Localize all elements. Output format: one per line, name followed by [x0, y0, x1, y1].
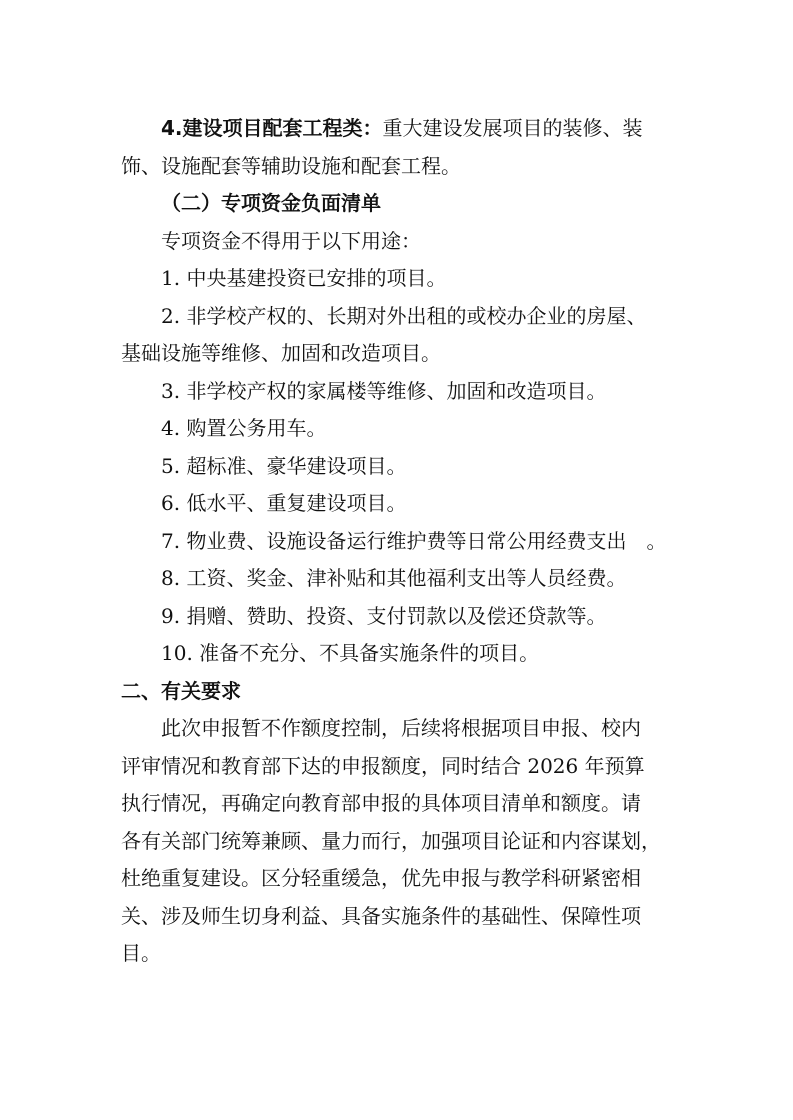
negative-list-item-5: 5. 超标准、豪华建设项目。 [161, 453, 407, 478]
negative-list-item-6: 6. 低水平、重复建设项目。 [161, 491, 407, 515]
negative-list-item-8: 8. 工资、奖金、津补贴和其他福利支出等人员经费。 [161, 566, 627, 590]
requirements-line-3: 执行情况，再确定向教育部申报的具体项目清单和额度。请 [121, 791, 641, 815]
item4-lead: 4.建设项目配套工程类： [161, 116, 383, 140]
negative-list-item-1: 1. 中央基建投资已安排的项目。 [161, 266, 447, 290]
requirements-line-5: 杜绝重复建设。区分轻重缓急，优先申报与教学科研紧密相 [121, 866, 641, 890]
section-title: 二、有关要求 [121, 678, 241, 703]
negative-list-intro: 专项资金不得用于以下用途： [161, 228, 421, 253]
item4-line1 [121, 110, 681, 148]
negative-list-item-7: 7. 物业费、设施设备运行维护费等日常公用经费支出 。 [161, 528, 667, 553]
item4-line2: 饰、设施配套等辅助设施和配套工程。 [121, 153, 461, 178]
requirements-line-6: 关、涉及师生切身利益、具备实施条件的基础性、保障性项 [121, 903, 641, 928]
requirements-line-2: 评审情况和教育部下达的申报额度，同时结合 2026 年预算 [121, 753, 645, 778]
negative-list-item-4: 4. 购置公务用车。 [161, 416, 327, 440]
requirements-line-1: 此次申报暂不作额度控制，后续将根据项目申报、校内 [161, 716, 641, 740]
negative-list-item-2-line1: 2. 非学校产权的、长期对外出租的或校办企业的房屋、 [161, 303, 647, 328]
document-body [121, 110, 681, 973]
negative-list-item-2-line2: 基础设施等维修、加固和改造项目。 [121, 341, 441, 365]
negative-list-item-9: 9. 捐赠、赞助、投资、支付罚款以及偿还贷款等。 [161, 603, 607, 628]
item4-text: 重大建设发展项目的装修、装 [382, 116, 643, 140]
requirements-line-4: 各有关部门统筹兼顾、量力而行，加强项目论证和内容谋划， [121, 828, 661, 853]
negative-list-item-3: 3. 非学校产权的家属楼等维修、加固和改造项目。 [161, 378, 607, 403]
requirements-line-7: 目。 [121, 941, 161, 965]
negative-list-item-10: 10. 准备不充分、不具备实施条件的项目。 [161, 641, 540, 665]
subsection-title: （二）专项资金负面清单 [161, 191, 381, 215]
